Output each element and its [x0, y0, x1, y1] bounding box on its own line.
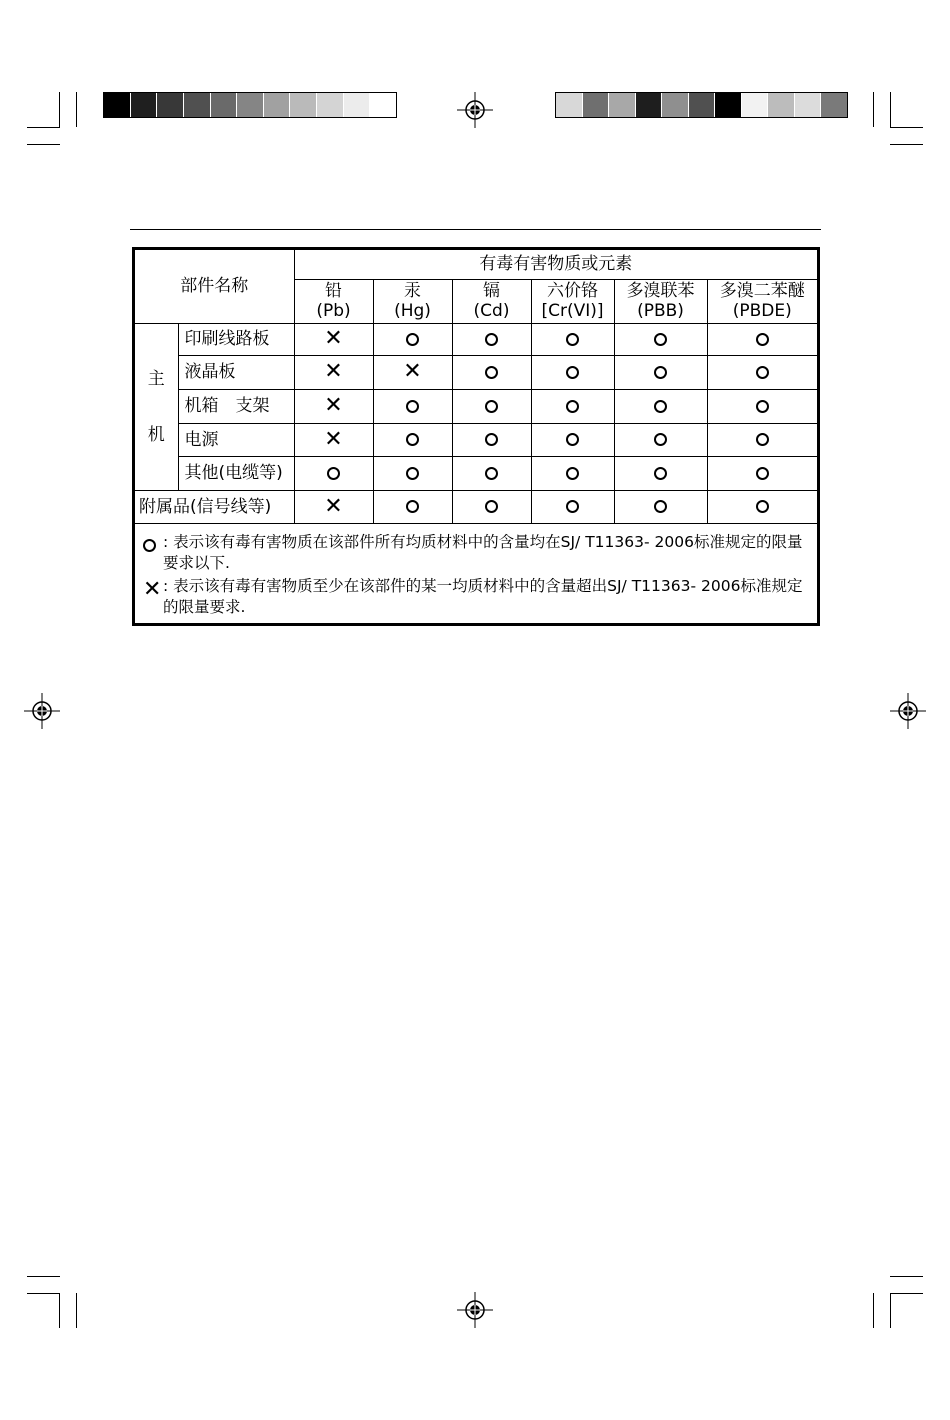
color-swatch — [609, 93, 636, 117]
crop-mark — [27, 144, 60, 145]
substance-mark — [373, 355, 452, 389]
color-swatch — [768, 93, 795, 117]
color-swatch — [662, 93, 689, 117]
substance-mark — [294, 389, 373, 423]
color-bar-left — [103, 92, 397, 118]
substance-name: 汞 — [404, 281, 421, 301]
substance-name: 六价铬 — [547, 281, 598, 301]
table-row — [135, 456, 817, 490]
color-swatch — [237, 93, 264, 117]
part-name: 其他(电缆等) — [178, 456, 294, 490]
substance-symbol: (Pb) — [316, 301, 351, 321]
table-row — [135, 323, 817, 355]
color-swatch — [636, 93, 663, 117]
cross-icon: ✕ — [324, 493, 343, 519]
substance-mark — [531, 490, 614, 523]
color-swatch — [344, 93, 371, 117]
substance-header-2 — [452, 279, 531, 323]
substance-mark — [707, 423, 817, 456]
substance-mark — [531, 323, 614, 355]
part-name: 印刷线路板 — [178, 323, 294, 355]
crop-mark — [890, 1293, 923, 1294]
part-name: 液晶板 — [178, 355, 294, 389]
substance-mark — [531, 389, 614, 423]
circle-icon — [485, 433, 498, 446]
circle-icon — [566, 433, 579, 446]
substance-mark — [294, 456, 373, 490]
circle-icon — [756, 400, 769, 413]
color-swatch — [689, 93, 716, 117]
substance-mark — [373, 323, 452, 355]
note-text: : 表示该有毒有害物质在该部件所有均质材料中的含量均在SJ/ T11363- 2006标准规定的限量要求以下. — [163, 532, 803, 572]
substance-mark — [373, 490, 452, 523]
substance-mark — [294, 323, 373, 355]
color-bar-right — [555, 92, 848, 118]
color-swatch — [317, 93, 344, 117]
substance-symbol: (Cd) — [473, 301, 510, 321]
substance-mark — [452, 490, 531, 523]
substance-mark — [452, 323, 531, 355]
circle-icon — [406, 333, 419, 346]
substance-mark — [294, 490, 373, 523]
cross-icon: ✕ — [324, 393, 343, 418]
circle-icon — [654, 467, 667, 480]
circle-icon — [406, 467, 419, 480]
substance-header-5 — [707, 279, 817, 323]
main-unit-char: 主 — [147, 368, 165, 389]
substances-header: 有毒有害物质或元素 — [294, 250, 817, 279]
substance-mark — [614, 456, 707, 490]
color-swatch — [556, 93, 583, 117]
substance-mark — [452, 355, 531, 389]
crop-mark — [76, 92, 77, 127]
substance-mark — [373, 389, 452, 423]
substance-mark — [452, 389, 531, 423]
color-swatch — [795, 93, 822, 117]
substance-mark — [614, 355, 707, 389]
crop-mark — [27, 1276, 60, 1277]
circle-icon — [485, 467, 498, 480]
notes — [135, 523, 817, 626]
table-row — [135, 355, 817, 389]
circle-icon — [406, 500, 419, 513]
color-swatch — [184, 93, 211, 117]
color-swatch — [290, 93, 317, 117]
substance-mark — [294, 355, 373, 389]
substance-name: 铅 — [325, 281, 342, 301]
crop-mark — [890, 144, 923, 145]
circle-icon — [654, 400, 667, 413]
circle-icon — [566, 400, 579, 413]
crop-mark — [873, 1293, 874, 1328]
table-row — [135, 423, 817, 456]
crop-mark — [27, 1293, 60, 1294]
color-swatch — [264, 93, 291, 117]
substance-header-4 — [614, 279, 707, 323]
color-swatch — [131, 93, 158, 117]
color-swatch — [715, 93, 742, 117]
crop-mark — [890, 127, 923, 128]
color-swatch — [211, 93, 238, 117]
registration-mark-icon — [890, 693, 926, 729]
hazardous-substances-table — [132, 247, 820, 626]
note-circle — [143, 532, 811, 574]
part-name: 电源 — [178, 423, 294, 456]
color-swatch — [104, 93, 131, 117]
substance-mark — [531, 355, 614, 389]
color-swatch — [821, 93, 847, 117]
crop-mark — [890, 1293, 891, 1328]
substance-symbol: [Cr(VI)] — [541, 301, 604, 321]
circle-icon — [406, 400, 419, 413]
circle-icon — [654, 500, 667, 513]
cross-icon: ✕ — [324, 426, 343, 452]
crop-mark — [76, 1293, 77, 1328]
substance-name: 多溴二苯醚 — [719, 281, 805, 301]
registration-mark-icon — [457, 92, 493, 128]
circle-icon — [566, 333, 579, 346]
circle-icon — [756, 467, 769, 480]
substance-mark — [707, 456, 817, 490]
substance-header-1 — [373, 279, 452, 323]
substance-mark — [614, 323, 707, 355]
substance-mark — [614, 389, 707, 423]
substance-mark — [373, 423, 452, 456]
substance-header-3 — [531, 279, 614, 323]
substance-mark — [707, 355, 817, 389]
header-rule — [130, 229, 821, 230]
color-swatch — [370, 93, 396, 117]
circle-icon — [406, 433, 419, 446]
color-swatch — [742, 93, 769, 117]
registration-mark-icon — [24, 693, 60, 729]
substance-mark — [531, 456, 614, 490]
substance-name: 镉 — [483, 281, 500, 301]
cross-icon: ✕ — [324, 326, 343, 351]
main-unit-char: 机 — [147, 424, 165, 445]
circle-icon — [566, 467, 579, 480]
substance-mark — [614, 490, 707, 523]
substance-mark — [707, 490, 817, 523]
substance-symbol: (Hg) — [394, 301, 431, 321]
substance-symbol: (PBB) — [637, 301, 684, 321]
circle-icon — [756, 433, 769, 446]
circle-icon — [756, 333, 769, 346]
circle-icon — [485, 500, 498, 513]
circle-icon — [654, 366, 667, 379]
crop-mark — [59, 92, 60, 127]
substance-table — [135, 250, 817, 626]
substance-mark — [707, 323, 817, 355]
table-row — [135, 389, 817, 423]
main-unit-label — [135, 323, 178, 490]
crop-mark — [27, 127, 60, 128]
crop-mark — [873, 92, 874, 127]
part-name: 机箱 支架 — [178, 389, 294, 423]
circle-icon — [485, 333, 498, 346]
substance-symbol: (PBDE) — [732, 301, 792, 321]
table-row — [135, 490, 817, 523]
circle-icon — [143, 539, 156, 552]
circle-icon — [566, 500, 579, 513]
circle-icon — [654, 433, 667, 446]
crop-mark — [59, 1293, 60, 1328]
circle-icon — [566, 366, 579, 379]
circle-icon — [756, 366, 769, 379]
crop-mark — [890, 92, 891, 127]
cross-icon: ✕ — [324, 359, 343, 384]
cross-icon: ✕ — [403, 359, 422, 384]
color-swatch — [157, 93, 184, 117]
substance-mark — [452, 456, 531, 490]
circle-icon — [485, 400, 498, 413]
substance-mark — [614, 423, 707, 456]
substance-mark — [707, 389, 817, 423]
circle-icon — [654, 333, 667, 346]
crop-mark — [890, 1276, 923, 1277]
substance-mark — [294, 423, 373, 456]
cross-icon: ✕ — [143, 576, 162, 602]
substance-mark — [373, 456, 452, 490]
circle-icon — [485, 366, 498, 379]
color-swatch — [583, 93, 610, 117]
part-name-header: 部件名称 — [135, 250, 294, 323]
substance-mark — [531, 423, 614, 456]
note-text: : 表示该有毒有害物质至少在该部件的某一均质材料中的含量超出SJ/ T11363- 2006标准规定的限量要求. — [163, 576, 803, 616]
substance-header-0 — [294, 279, 373, 323]
circle-icon — [327, 467, 340, 480]
registration-mark-icon — [457, 1292, 493, 1328]
part-name: 附属品(信号线等) — [135, 490, 294, 523]
substance-name: 多溴联苯 — [626, 281, 695, 301]
circle-icon — [756, 500, 769, 513]
substance-mark — [452, 423, 531, 456]
note-cross — [143, 576, 811, 618]
